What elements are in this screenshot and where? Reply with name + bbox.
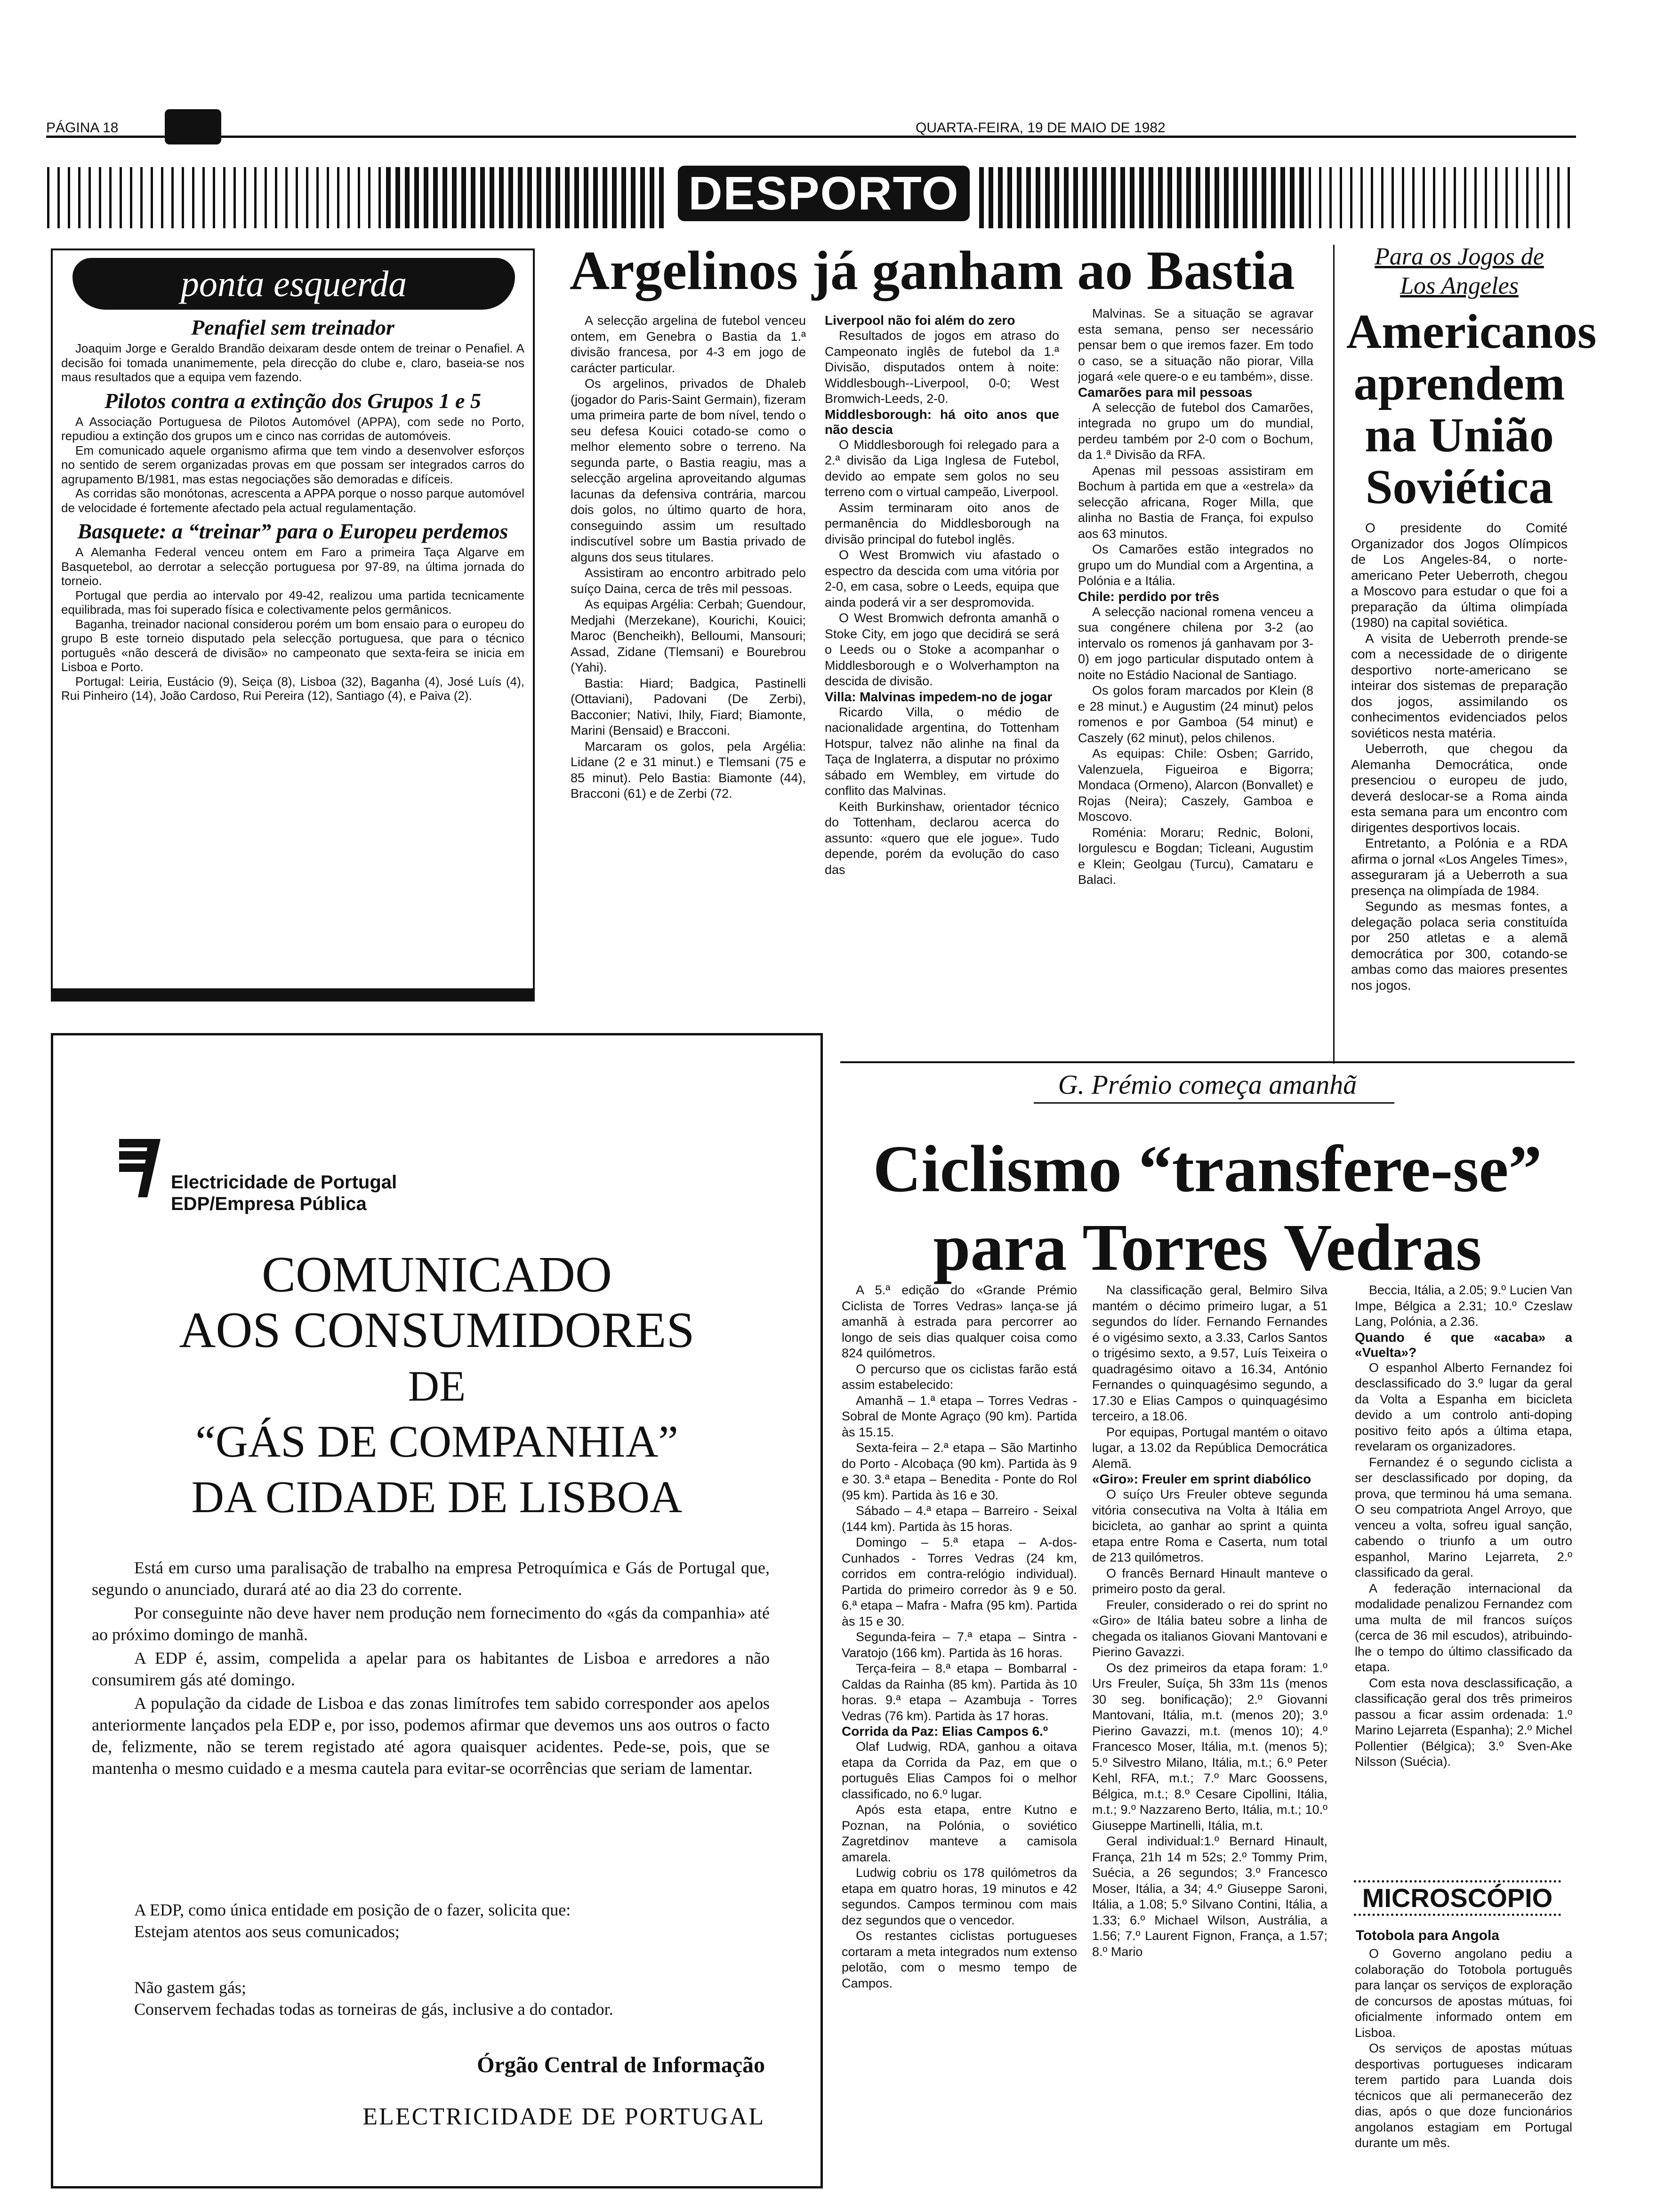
edp-title-line: “GÁS DE COMPANHIA” xyxy=(195,1416,678,1467)
microscopio-paragraph: Os serviços de apostas mútuas desportivas portugueses indicaram terem partido para Luanda dois técnicos que ali permanecerão dez dias, após o que doze funcionários angolanos estagiam em Portugal durante um mês. xyxy=(1355,2041,1572,2150)
paragraph: A selecção nacional romena venceu a sua congénere chilena por 3-2 (ao intervalo os romenos já ganhavam por 3-0) em jogo particular disputado ontem à noite no Estádio Nacional de Santiago. xyxy=(1078,604,1313,682)
subhead: Chile: perdido por três xyxy=(1078,589,1220,604)
americanos-paragraph: Ueberroth, que chegou da Alemanha Democrática, onde presenciou o europeu de judo, deverá deslocar-se a Roma ainda esta semana para um encontro com dirigentes desportivos locais. xyxy=(1351,741,1568,835)
ciclismo-column-3 xyxy=(1355,1282,1572,1875)
edp-appeal xyxy=(134,1899,793,1942)
edp-footer-company: ELECTRICIDADE DE PORTUGAL xyxy=(362,2103,765,2130)
ponta-item-head: Pilotos contra a extinção dos Grupos 1 e 5 xyxy=(105,388,481,413)
edp-title-line: DA CIDADE DE LISBOA xyxy=(191,1472,683,1522)
ponta-item-head: Basquete: a “treinar” para o Europeu perdemos xyxy=(77,519,508,543)
edp-advertisement xyxy=(51,1033,823,2188)
edp-title-line: DE xyxy=(408,1362,466,1410)
paragraph: Sábado – 4.ª etapa – Barreiro - Seixal (144 km). Partida às 15 horas. xyxy=(842,1504,1077,1534)
paragraph: Assim terminaram oito anos de permanência do Middlesborough na divisão principal do futebol inglês. xyxy=(825,500,1059,546)
americanos-body xyxy=(1351,520,1568,1057)
edp-logo xyxy=(119,1135,161,1201)
section-hatch-dense-left xyxy=(386,167,664,228)
edp-request-line: Não gastem gás; xyxy=(134,1978,246,1997)
ciclismo-column-2 xyxy=(1092,1282,1327,2193)
paragraph: Resultados de jogos em atraso do Campeonato inglês de futebol da 1.ª Divisão, disputados ontem à noite: Widdlesbough--Liverpool, 0-0; West Bromwich-Leeds, 2-0. xyxy=(825,329,1059,406)
ponta-item-head: Penafiel sem treinador xyxy=(191,315,394,339)
paragraph: Segunda-feira – 7.ª etapa – Sintra - Varatojo (166 km). Partida às 16 horas. xyxy=(842,1630,1077,1660)
edp-body xyxy=(92,1557,770,1781)
microscopio-paragraph: O Governo angolano pediu a colaboração do Totobola português para lançar os serviços de exploração de concursos de apostas mútuas, foi oficialmente informado ontem em Lisboa. xyxy=(1355,1947,1572,2040)
paragraph: O West Bromwich defronta amanhã o Stoke City, em jogo que decidirá se será o Leeds ou o Stoke a acompanhar o Middlesborough e o Wolverhampton na descida de divisão. xyxy=(825,611,1059,688)
argelinos-column-1 xyxy=(571,313,806,1042)
ciclismo-kicker: G. Prémio começa amanhã xyxy=(1058,1069,1357,1100)
paragraph: Os restantes ciclistas portugueses cortaram a meta integrados num extenso pelotão, com o mesmo tempo de Campos. xyxy=(842,1929,1077,1990)
ponta-item-paragraph: Em comunicado aquele organismo afirma que tem vindo a desenvolver esforços no sentido de serem organizadas provas em que possam ser integrados carros do agrupamento B/1981, mas estas negociações são demoradas e difíceis. xyxy=(61,443,524,486)
ciclismo-headline-line-1: Ciclismo “transfere-se” xyxy=(873,1131,1542,1206)
americanos-headline: Americanos aprendem na União Soviética xyxy=(1346,305,1597,514)
column-divider xyxy=(1333,245,1335,1064)
microscopio-logo: MICROSCÓPIO xyxy=(1354,1880,1561,1916)
edp-appeal-line: Estejam atentos aos seus comunicados; xyxy=(134,1922,400,1941)
paragraph: Após esta etapa, entre Kutno e Poznan, na Polónia, o soviético Zagretdinov manteve a camisola amarela. xyxy=(842,1803,1077,1864)
edp-footer-org: Órgão Central de Informação xyxy=(477,2052,765,2077)
subhead: Liverpool não foi além do zero xyxy=(825,313,1015,328)
paragraph: A 5.ª edição do «Grande Prémio Ciclista de Torres Vedras» lança-se já amanhã à estrada para percorrer ao longo de seis dias qualquer coisa como 824 quilómetros. xyxy=(842,1283,1077,1360)
edp-paragraph: Por conseguinte não deve haver nem produção nem fornecimento do «gás da companhia» até ao próximo domingo de manhã. xyxy=(92,1603,770,1644)
argelinos-headline: Argelinos já ganham ao Bastia xyxy=(570,240,1295,301)
masthead-rule xyxy=(46,136,1576,138)
section-title: DESPORTO xyxy=(678,166,970,221)
edp-requests xyxy=(134,1977,793,2020)
edp-request-line: Conservem fechadas todas as torneiras de gás, inclusive a do contador. xyxy=(134,2000,613,2019)
subhead: Villa: Malvinas impedem-no de jogar xyxy=(825,689,1053,704)
paragraph: Os golos foram marcados por Klein (8 e 28 minut.) e Augustim (24 minut) pelos romenos e por Gamboa (54 minut) e Caszely (62 minut), pelos chilenos. xyxy=(1078,683,1313,745)
paragraph: Beccia, Itália, a 2.05; 9.º Lucien Van Impe, Bélgica a 2.31; 10.º Czeslaw Lang, Polónia, a 2.36. xyxy=(1355,1283,1572,1329)
paragraph: Os dez primeiros da etapa foram: 1.º Urs Freuler, Suíça, 5h 33m 11s (menos 30 seg. bonificação); 2.º Giovanni Mantovani, Itália, m.t. (menos 20); 3.º Pierino Gavazzi, m.t. (menos 10); 4.º Francesco Moser, Itália, m.t. (menos 5); 5.º Silvestro Milano, Itália, m.t.; 6.º Peter Kehl, RFA, m.t.; 7.º Marc Goossens, Bélgica, m.t.; 8.º Cesare Cipollini, Itália, m.t.; 9.º Nazzareno Berto, Itália, m.t.; 10.º Giuseppe Martinelli, Itália, m.t. xyxy=(1092,1660,1327,1833)
edp-title xyxy=(53,1247,820,1525)
ponta-esquerda-content xyxy=(61,314,524,703)
paragraph: Com esta nova desclassificação, a classificação geral dos três primeiros passou a ficar assim ordenada: 1.º Marino Lejarreta (Espanha); 2.º Michel Pollentier (Bélgica); 3.º Sven-Ake Nilsson (Suécia). xyxy=(1355,1675,1572,1769)
paragraph: O West Bromwich viu afastado o espectro da descida com uma vitória por 2-0, em casa, sobre o Leeds, equipa que ainda poderá vir a ser despromovida. xyxy=(825,548,1059,609)
edp-brand-line-2: EDP/Empresa Pública xyxy=(171,1194,367,1214)
ciclismo-column-1 xyxy=(842,1282,1077,2193)
paragraph: O Middlesborough foi relegado para a 2.ª divisão da Liga Inglesa de Futebol, devido ao empate sem golos no seu terreno com o virtual campeão, Liverpool. xyxy=(825,437,1059,499)
paragraph: O francês Bernard Hinault manteve o primeiro posto da geral. xyxy=(1092,1566,1327,1596)
paragraph: Bastia: Hiard; Badgica, Pastinelli (Ottaviani), Padovani (De Zerbi), Bacconier; Nativi, Ihily, Fiard; Biamonte, Marini (Bensaid) e Bracconi. xyxy=(571,676,806,737)
paragraph: Na classificação geral, Belmiro Silva mantém o décimo primeiro lugar, a 51 segundos do líder. Fernando Fernandes é o vigésimo sexto, a 3.33, Carlos Santos o trigésimo sexto, a 9.57, Luís Teixeira o quadragésimo oitavo a 16.34, António Fernandes o quinquagésimo segundo, a 17.30 e Elias Campos o quinquagésimo terceiro, a 18.06. xyxy=(1092,1283,1327,1423)
subhead: Quando é que «acaba» a «Vuelta»? xyxy=(1355,1330,1572,1360)
microscopio-head: Totobola para Angola xyxy=(1356,1928,1499,1943)
paragraph: Olaf Ludwig, RDA, ganhou a oitava etapa da Corrida da Paz, em que o português Elias Campos foi o melhor classificado, no 6.º lugar. xyxy=(842,1739,1077,1801)
americanos-paragraph: Segundo as mesmas fontes, a delegação polaca seria constituída por 250 atletas e a alemã democrática por 300, cotando-se ambas como das maiores presentes nos jogos. xyxy=(1351,899,1568,993)
paragraph: O suíço Urs Freuler obteve segunda vitória consecutiva na Volta à Itália em bicicleta, ao ganhar ao sprint a quinta etapa entre Roma e Caserta, num total de 213 quilómetros. xyxy=(1092,1487,1327,1564)
paragraph: Os argelinos, privados de Dhaleb (jogador do Paris-Saint Germain), fizeram uma primeira parte de bom nível, tendo o seu defesa Kouici cotado-se como o melhor elemento sobre o terreno. Na segunda parte, o Bastia reagiu, mas a selecção argelina aproveitando algumas lacunas da defensiva contrária, marcou dois golos, no último quarto de hora, conseguindo assim um resultado indiscutível sobre um Bastia privado de alguns dos seus titulares. xyxy=(571,377,806,564)
microscopio-body xyxy=(1355,1946,1572,2196)
edp-appeal-line: A EDP, como única entidade em posição de o fazer, solicita que: xyxy=(134,1900,571,1919)
americanos-paragraph: O presidente do Comité Organizador dos Jogos Olímpicos de Los Angeles-84, o norte-americano Peter Ueberroth, chegou a Moscovo para estudar o que foi a preparação da última olimpíada (1980) na capital soviética. xyxy=(1351,521,1568,630)
paragraph: Marcaram os golos, pela Argélia: Lidane (2 e 31 minut.) e Tlemsani (75 e 85 minut). Pelo Bastia: Biamonte (44), Bracconi (61) e de Zerbi (72. xyxy=(571,739,806,801)
subhead: Camarões para mil pessoas xyxy=(1078,385,1253,400)
americanos-paragraph: Entretanto, a Polónia e a RDA afirma o jornal «Los Angeles Times», asseguraram já a Ueberroth a sua presença na olimpíada de 1984. xyxy=(1351,836,1568,898)
argelinos-column-3 xyxy=(1078,306,1313,1050)
paragraph: Roménia: Moraru; Rednic, Boloni, Iorgulescu e Bogdan; Ticleani, Augustim e Klein; Geolgau (Turcu), Camataru e Balaci. xyxy=(1078,825,1313,887)
issue-date: QUARTA-FEIRA, 19 DE MAIO DE 1982 xyxy=(916,120,1166,136)
paragraph: Amanhã – 1.ª etapa – Torres Vedras - Sobral de Monte Agraço (90 km). Partida às 15.15. xyxy=(842,1393,1077,1439)
ponta-item-paragraph: Joaquim Jorge e Geraldo Brandão deixaram desde ontem de treinar o Penafiel. A decisão foi tomada unanimemente, pela direcção do clube e, claro, baseia-se nos maus resultados que a equipa vem fazendo. xyxy=(61,341,524,384)
article-rule xyxy=(840,1061,1575,1063)
paragraph: Terça-feira – 8.ª etapa – Bombarral - Caldas da Rainha (85 km). Partida às 10 horas. 9.ª etapa – Azambuja - Torres Vedras (76 km). Partida às 17 horas. xyxy=(842,1661,1077,1723)
ciclismo-headline-line-2: para Torres Vedras xyxy=(933,1210,1482,1284)
paragraph: As equipas: Chile: Osben; Garrido, Valenzuela, Figueiroa e Bigorra; Mondaca (Ormeno), Alarcon (Bonvallet) e Rojas (Neira); Caszely, Gamboa e Moscovo. xyxy=(1078,746,1313,824)
subhead: Corrida da Paz: Elias Campos 6.º xyxy=(842,1724,1048,1739)
ponta-item-paragraph: Portugal que perdia ao intervalo por 49-42, realizou uma partida tecnicamente equilibrada, mas foi superado física e colectivamente pelos germânicos. xyxy=(61,588,524,617)
paragraph: Geral individual:1.º Bernard Hinault, França, 21h 14 m 52s; 2.º Tommy Prim, Suécia, a 26 segundos; 3.º Francesco Moser, Itália, a 34; 4.º Giuseppe Saroni, Itália, a 1.08; 5.º Silvano Contini, Itália, a 1.33; 6.º Michael Wilson, Austrália, a 1.56; 7.º Laurent Fignon, França, a 1.57; 8.º Mario xyxy=(1092,1834,1327,1959)
section-hatch-right xyxy=(1309,167,1577,228)
paragraph: O percurso que os ciclistas farão está assim estabelecido: xyxy=(842,1362,1077,1392)
subhead: Middlesborough: há oito anos que não descia xyxy=(825,407,1059,437)
paragraph: Fernandez é o segundo ciclista a ser desclassificado por doping, da prova, que terminou há uma semana. O seu compatriota Angel Arroyo, que venceu a volta, sofreu igual sanção, cabendo o triunfo a um outro espanhol, Marino Lejarreta, 2.º classificado da geral. xyxy=(1355,1455,1572,1579)
paragraph: Keith Burkinshaw, orientador técnico do Tottenham, declarou acerca do assunto: «quero que ele jogue». Tudo depende, porém da evolução do caso das xyxy=(825,799,1059,877)
paragraph: Freuler, considerado o rei do sprint no «Giro» de Itália bateu sobre a linha de chegada os italianos Giovani Mantovani e Pierino Gavazzi. xyxy=(1092,1597,1327,1659)
ponta-esquerda-logo: ponta esquerda xyxy=(72,258,515,310)
page-number: PÁGINA 18 xyxy=(46,120,119,136)
ponta-item-paragraph: As corridas são monótonas, acrescenta a APPA porque o nosso parque automóvel de velocidade é fortemente afectado pela actual regulamentação. xyxy=(61,486,524,515)
edp-title-line: AOS CONSUMIDORES xyxy=(179,1302,695,1358)
paragraph: O espanhol Alberto Fernandez foi desclassificado do 3.º lugar da geral da Volta a Espanha em bicicleta devido a um controlo anti-doping positivo feito após a última etapa, revelaram os organizadores. xyxy=(1355,1360,1572,1453)
ponta-bottom-bar xyxy=(53,988,533,1000)
edp-paragraph: Está em curso uma paralisação de trabalho na empresa Petroquímica e Gás de Portugal que, segundo o anunciado, durará até ao dia 23 do corrente. xyxy=(92,1558,770,1599)
edp-title-line: COMUNICADO xyxy=(261,1247,612,1303)
americanos-paragraph: A visita de Ueberroth prende-se com a necessidade de o dirigente desportivo norte-americano se inteirar dos sistemas de preparação dos jogos, assimilando os conhecimentos evidenciados pelos soviéticos nesta matéria. xyxy=(1351,631,1568,740)
edp-logo-icon xyxy=(119,1135,161,1201)
argelinos-column-2 xyxy=(825,313,1059,1047)
paragraph: Ricardo Villa, o médio de nacionalidade argentina, do Tottenham Hotspur, talvez não alinhe na final da Taça de Inglaterra, a disputar no próximo sábado em Wembley, em virtude do conflito das Malvinas. xyxy=(825,705,1059,798)
ponta-esquerda-box xyxy=(51,248,535,1002)
edp-paragraph: A população da cidade de Lisboa e das zonas limítrofes tem sabido corresponder aos apelos anteriormente lançados pela EDP e, por isso, podemos afirmar que devemos uns aos outros o facto de, felizmente, não se terem registado até agora quaisquer acidentes. Pede-se, pois, que se mantenha o mesmo cuidado e a mesma cautela para evitar-se ocorrências que seriam de lamentar. xyxy=(92,1694,770,1778)
edp-paragraph: A EDP é, assim, compelida a apelar para os habitantes de Lisboa e arredores a não consumirem gás até domingo. xyxy=(92,1649,770,1689)
paragraph: Sexta-feira – 2.ª etapa – São Martinho do Porto - Alcobaça (90 km). Partida às 9 e 30. 3.ª etapa – Benedita - Ponte do Rol (95 km). Partida às 16 e 30. xyxy=(842,1441,1077,1502)
subhead: «Giro»: Freuler em sprint diabólico xyxy=(1092,1472,1311,1486)
americanos-kicker: Para os Jogos de Los Angeles xyxy=(1375,243,1544,299)
paragraph: A selecção argelina de futebol venceu ontem, em Genebra o Bastia da 1.ª divisão francesa, por 4-3 em jogo de carácter particular. xyxy=(571,313,806,375)
ponta-item-paragraph: Baganha, treinador nacional considerou porém um bom ensaio para o europeu do grupo B este torneio disputado pela selecção portuguesa, que para o técnico português «não descerá de divisão» no campeonato que sexta-feira se inicia em Lisboa e Porto. xyxy=(61,617,524,674)
paragraph: Por equipas, Portugal mantém o oitavo lugar, a 13.02 da República Democrática Alemã. xyxy=(1092,1425,1327,1471)
paragraph: Assistiram ao encontro arbitrado pelo suíço Daina, cerca de três mil pessoas. xyxy=(571,566,806,596)
ponta-item-paragraph: Portugal: Leiria, Eustácio (9), Seiça (8), Lisboa (32), Baganha (4), José Luís (4), Rui Pinheiro (14), João Cardoso, Rui Pereira (12), Santiago (4), e Paiva (2). xyxy=(61,674,524,703)
kicker-underline xyxy=(1034,1102,1394,1104)
paragraph: Domingo – 5.ª etapa – A-dos-Cunhados - Torres Vedras (24 km, corridos em contra-relógio individual). Partida do primeiro corredor às 9 e 50. 6.ª etapa – Mafra - Mafra (95 km). Partida às 15 e 30. xyxy=(842,1535,1077,1628)
paragraph: Os Camarões estão integrados no grupo um do Mundial com a Argentina, a Polónia e a Itália. xyxy=(1078,542,1313,588)
section-hatch-dense-right xyxy=(979,167,1309,228)
ponta-item-paragraph: A Alemanha Federal venceu ontem em Faro a primeira Taça Algarve em Basquetebol, ao derrotar a selecção portuguesa por 97-89, na última jornada do torneio. xyxy=(61,545,524,588)
paragraph: Apenas mil pessoas assistiram em Bochum à partida em que a «estrela» da selecção africana, Roger Milla, que alinha no Bastia de França, foi expulso aos 63 minutos. xyxy=(1078,463,1313,541)
paragraph: A selecção de futebol dos Camarões, integrada no grupo um do mundial, perdeu também por 2-0 com o Bochum, da 1.ª Divisão da RFA. xyxy=(1078,400,1313,462)
paragraph: Ludwig cobriu os 178 quilómetros da etapa em quatro horas, 19 minutos e 42 segundos. Campos terminou com mais dez segundos que o vencedor. xyxy=(842,1866,1077,1927)
paragraph: As equipas Argélia: Cerbah; Guendour, Medjahi (Merzekane), Kourichi, Kouici; Maroc (Bencheikh), Belloumi, Mansouri; Assad, Zidane (Tlemsani) e Bourebrou (Yahi). xyxy=(571,597,806,674)
paragraph: Malvinas. Se a situação se agravar esta semana, penso ser necessário pensar bem o que iremos fazer. Em todo o caso, se a situação não piorar, Villa jogará «ele quere-o e eu também», disse. xyxy=(1078,306,1313,384)
newspaper-logo xyxy=(165,109,221,144)
paragraph: A federação internacional da modalidade penalizou Fernandez com uma multa de mil francos suíços (cerca de 36 mil escudos), atribuindo-lhe o tempo do último classificado da etapa. xyxy=(1355,1581,1572,1674)
ponta-item-paragraph: A Associação Portuguesa de Pilotos Automóvel (APPA), com sede no Porto, repudiou a extinção dos grupos um e cinco nas corridas de automóveis. xyxy=(61,414,524,443)
edp-brand-line-1: Electricidade de Portugal xyxy=(171,1172,397,1193)
